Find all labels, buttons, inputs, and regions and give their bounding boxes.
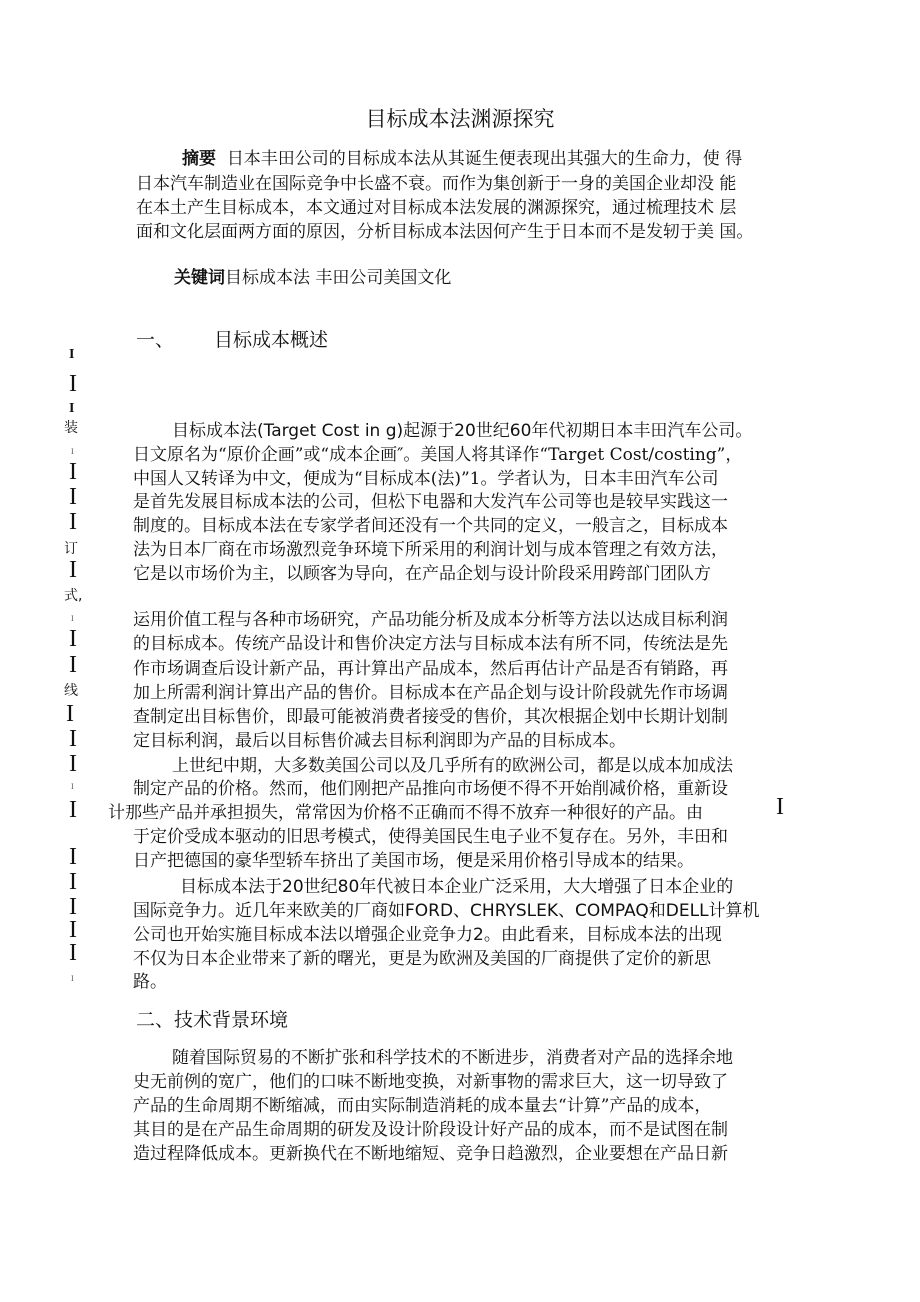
- section1-title: 目标成本概述: [214, 329, 329, 351]
- binding-mark: I: [69, 844, 77, 870]
- binding-tick: I: [71, 782, 74, 791]
- binding-mark: I: [69, 726, 77, 752]
- binding-tick: I: [71, 447, 74, 456]
- binding-mark: I: [69, 797, 77, 823]
- keywords-line: [174, 267, 451, 289]
- abstract-line: 日本汽车制造业在国际竞争中长盛不衰。而作为集创新于一身的美国企业却没 能: [136, 174, 737, 194]
- section1-number: 一、: [136, 329, 175, 351]
- binding-mark: I: [69, 626, 77, 652]
- paragraph-line: 它是以市场价为主，以顾客为导向，在产品企划与设计阶段采用跨部门团队方: [133, 564, 711, 584]
- binding-mark: I: [69, 371, 77, 397]
- paragraph-line: 上世纪中期，大多数美国公司以及几乎所有的欧洲公司，都是以成本加成法: [172, 756, 733, 776]
- binding-mark: I: [66, 701, 74, 727]
- paragraph-line: 日产把德国的豪华型轿车挤出了美国市场，便是采用价格引导成本的结果。: [133, 851, 694, 871]
- paragraph-line: 运用价值工程与各种市场研究，产品功能分析及成本分析等方法以达成目标利润: [133, 610, 728, 630]
- binding-mark: I: [69, 484, 77, 510]
- binding-mark: I: [69, 459, 77, 485]
- paragraph-line: 目标成本法于20世纪80年代被日本企业广泛采用，大大增强了日本企业的: [180, 877, 734, 897]
- abstract-label: 摘要: [182, 149, 216, 169]
- margin-mark-right: I: [776, 794, 784, 820]
- paragraph-line: 随着国际贸易的不断扩张和科学技术的不断进步，消费者对产品的选择余地: [172, 1048, 733, 1068]
- binding-mark: I: [69, 652, 77, 678]
- binding-tick: I: [71, 974, 74, 983]
- binding-mark: I: [69, 751, 77, 777]
- binding-mark: I: [69, 869, 77, 895]
- binding-mark: I: [69, 940, 77, 966]
- paragraph-line: 制定产品的价格。然而，他们刚把产品推向市场便不得不开始削减价格，重新设: [133, 779, 728, 799]
- binding-mark: I: [69, 347, 75, 362]
- paragraph-line: 查制定出目标售价，即最可能被消费者接受的售价，其次根据企划中长期计划制: [133, 707, 728, 727]
- paragraph-line: 史无前例的宽广，他们的口味不断地变换，对新事物的需求巨大，这一切导致了: [133, 1072, 728, 1092]
- paragraph-line: 法为日本厂商在市场激烈竞争环境下所采用的利润计划与成本管理之有效方法，: [133, 540, 728, 560]
- paragraph-line: 国际竞争力。近几年来欧美的厂商如FORD、CHRYSLEK、COMPAQ和DELL计算机: [133, 901, 760, 921]
- abstract-line: 在本土产生目标成本，本文通过对目标成本法发展的渊源探究，通过梳理技术 层: [136, 198, 737, 218]
- paragraph-line: 造过程降低成本。更新换代在不断地缩短、竞争日趋激烈，企业要想在产品日新: [133, 1144, 728, 1164]
- paragraph-line: 日文原名为“原价企画”或“成本企画″。美国人将其译作“Target Cost/costing”，: [133, 445, 743, 465]
- binding-mark: I: [69, 894, 77, 920]
- keywords-text: 目标成本法 丰田公司美国文化: [225, 268, 452, 288]
- paragraph-line: 不仅为日本企业带来了新的曙光，更是为欧洲及美国的厂商提供了定价的新思: [133, 949, 711, 969]
- section2-title: 二、技术背景环境: [136, 1009, 289, 1031]
- paragraph-line: 其目的是在产品生命周期的研发及设计阶段设计好产品的成本，而不是试图在制: [133, 1120, 728, 1140]
- binding-label-ding: 订: [64, 541, 78, 557]
- binding-mark: I: [69, 557, 77, 583]
- abstract-line: 摘要 日本丰田公司的目标成本法从其诞生便表现出其强大的生命力，使 得: [182, 149, 743, 169]
- binding-mark: I: [69, 917, 77, 943]
- binding-label-zhuang: 装: [64, 420, 78, 436]
- paragraph-line: 路。: [133, 972, 167, 992]
- page-title: 目标成本法渊源探究: [365, 107, 555, 131]
- paragraph-line: 计那些产品并承担损失，常常因为价格不正确而不得不放弃一种很好的产品。由: [108, 803, 703, 823]
- paragraph-line: 制度的。目标成本法在专家学者间还没有一个共同的定义，一般言之，目标成本: [133, 516, 728, 536]
- paragraph-line: 于定价受成本驱动的旧思考模式，使得美国民生电子业不复存在。另外，丰田和: [133, 827, 728, 847]
- binding-tick: I: [71, 614, 74, 623]
- binding-label-xian: 线: [64, 683, 78, 699]
- binding-mark: I: [69, 509, 77, 535]
- binding-label-shi: 式,: [64, 588, 83, 604]
- paragraph-line: 加上所需利润计算出产品的售价。目标成本在产品企划与设计阶段就先作市场调: [133, 683, 728, 703]
- paragraph-line: 定目标利润，最后以目标售价减去目标利润即为产品的目标成本。: [133, 731, 626, 751]
- paragraph-line: 目标成本法(Target Cost in g)起源于20世纪60年代初期日本丰田汽车公司。: [172, 421, 753, 441]
- abstract-line: 面和文化层面两方面的原因，分析目标成本法因何产生于日本而不是发轫于美 国。: [136, 222, 754, 242]
- paragraph-line: 公司也开始实施目标成本法以增强企业竞争力2。由此看来，目标成本法的出现: [133, 925, 722, 945]
- paragraph-line: 的目标成本。传统产品设计和售价决定方法与目标成本法有所不同，传统法是先: [133, 634, 728, 654]
- paragraph-line: 产品的生命周期不断缩减，而由实际制造消耗的成本量去“计算”产品的成本，: [133, 1096, 712, 1116]
- paragraph-line: 是首先发展目标成本法的公司，但松下电器和大发汽车公司等也是较早实践这一: [133, 492, 728, 512]
- paragraph-line: 中国人又转译为中文，便成为“目标成本(法)”1。学者认为，日本丰田汽车公司: [133, 469, 719, 489]
- keywords-label: 关键词: [174, 268, 225, 288]
- paragraph-line: 作市场调查后设计新产品，再计算出产品成本，然后再估计产品是否有销路，再: [133, 659, 728, 679]
- binding-mark: I: [69, 401, 75, 416]
